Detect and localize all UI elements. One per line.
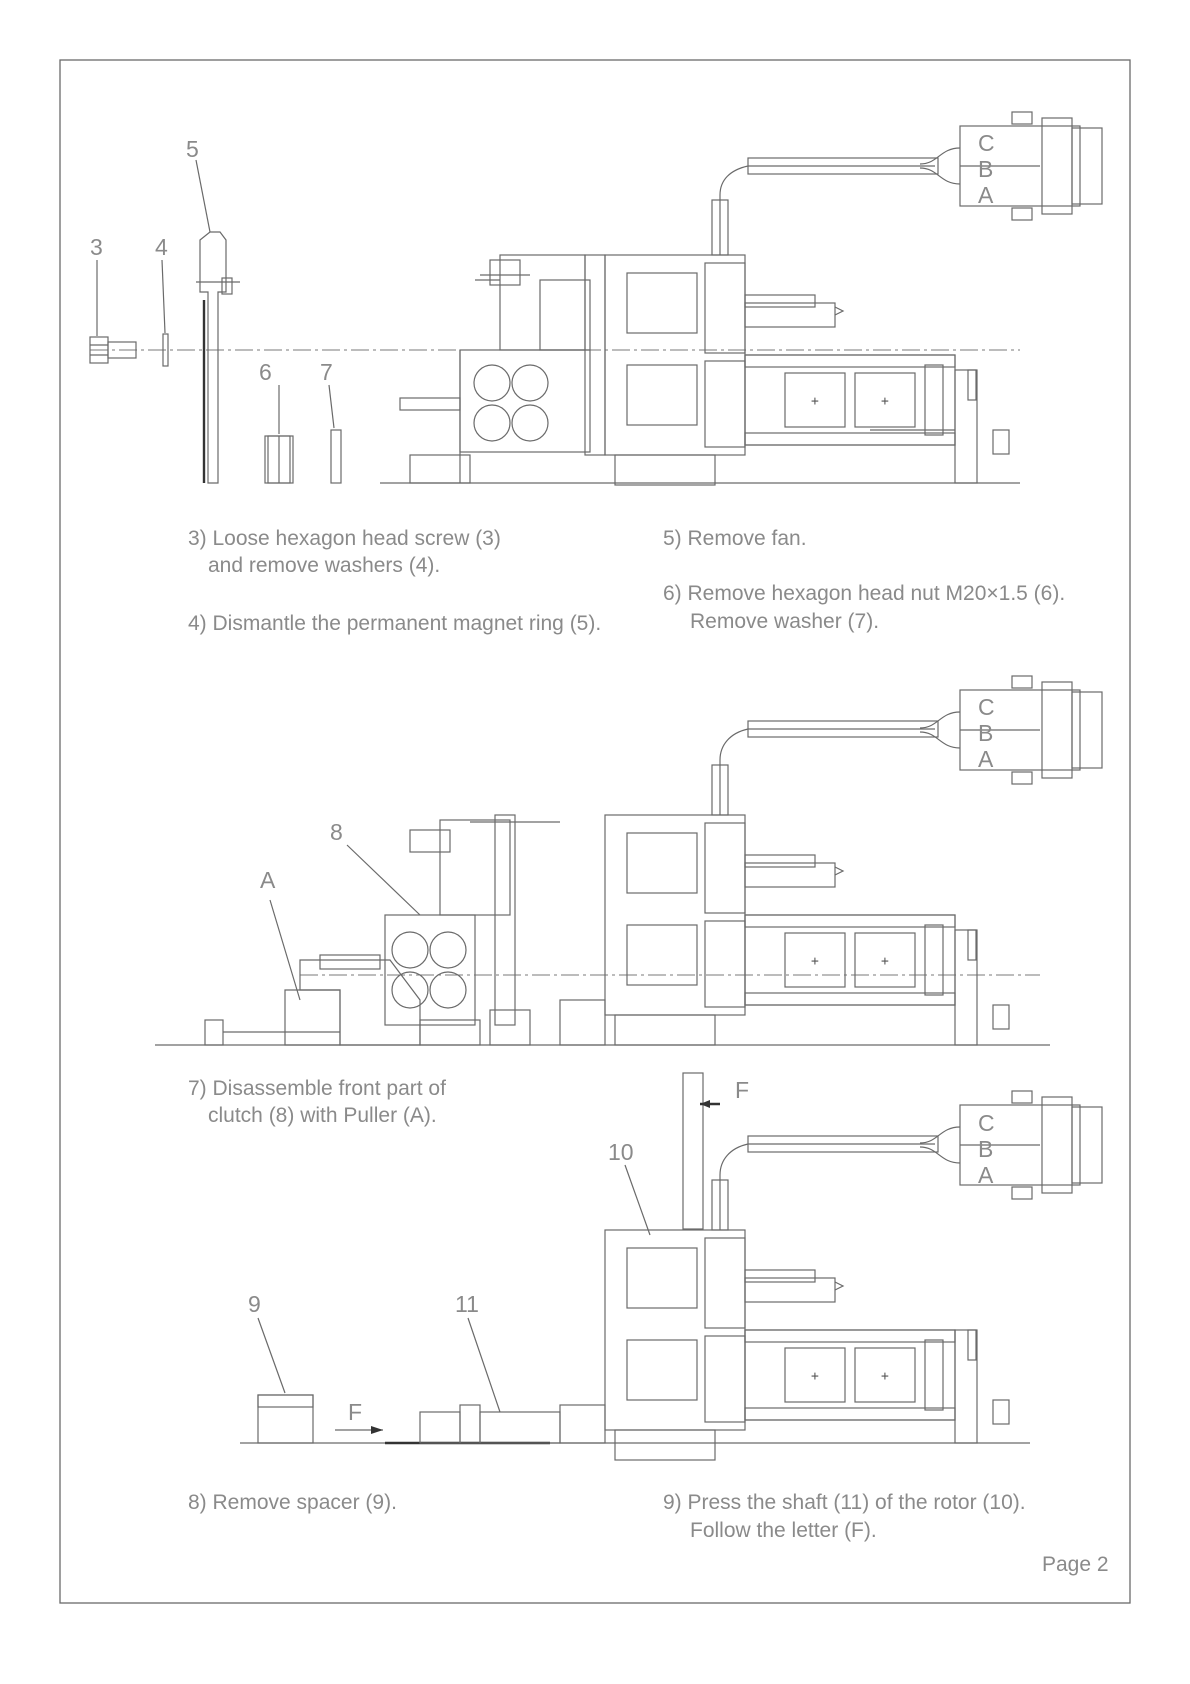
label-part-10: 10 bbox=[608, 1139, 634, 1165]
rotor-housing-bottom bbox=[605, 1230, 955, 1460]
label-part-8: 8 bbox=[330, 819, 343, 845]
clutch-front-part-8 bbox=[385, 815, 560, 1045]
connector-letter-a: A bbox=[978, 1162, 994, 1188]
step-9-line-1: 9) Press the shaft (11) of the rotor (10). bbox=[663, 1491, 1026, 1514]
label-part-9: 9 bbox=[248, 1291, 261, 1317]
label-part-4: 4 bbox=[155, 234, 168, 260]
stator-bracket-bottom bbox=[955, 1330, 1009, 1443]
connector-bottom bbox=[920, 1091, 1102, 1199]
force-label-f-top: F bbox=[735, 1077, 750, 1103]
label-part-3: 3 bbox=[90, 234, 103, 260]
step-8-line-1: 8) Remove spacer (9). bbox=[188, 1491, 397, 1514]
instructions-bottom bbox=[188, 1491, 1026, 1542]
rotor-housing-middle bbox=[605, 815, 955, 1045]
label-puller-a: A bbox=[260, 867, 276, 893]
connector-middle bbox=[920, 676, 1102, 784]
step-4-line-1: 4) Dismantle the permanent magnet ring (5). bbox=[188, 612, 602, 635]
spacer-part-9 bbox=[258, 1395, 313, 1443]
connector-letter-b: B bbox=[978, 720, 994, 746]
stator-bracket-middle bbox=[955, 930, 1009, 1045]
clutch-front-assembly-top bbox=[400, 255, 605, 483]
step-7-line-1: 7) Disassemble front part of bbox=[188, 1077, 446, 1100]
step-3-line-2: and remove washers (4). bbox=[208, 554, 441, 577]
connector-letter-c: C bbox=[978, 130, 995, 156]
connector-letter-a: A bbox=[978, 746, 994, 772]
label-part-6: 6 bbox=[259, 359, 272, 385]
step-6-line-1: 6) Remove hexagon head nut M20×1.5 (6). bbox=[663, 582, 1066, 605]
page-number: Page 2 bbox=[1042, 1553, 1109, 1576]
connector-letter-a: A bbox=[978, 182, 994, 208]
connector-letter-c: C bbox=[978, 1110, 995, 1136]
connector-letter-c: C bbox=[978, 694, 995, 720]
label-part-7: 7 bbox=[320, 359, 333, 385]
washer-part-7 bbox=[331, 430, 341, 483]
assembly-instruction-sheet: + + C B A 5 3 4 6 7 3) Loose hexagon head screw (3) and remove washers (4). 4) Dismantle the permanent magnet ring (5). 5) Remove fan. 6) Remove hexagon head nut M20×1.5 (6). Remove washer (7). C B A 8 A 7) Disassemble front part of clutch (8) with Puller (A). C B A 10 9 11 F F 8) Remove spacer (9). 9) Press the shaft (11) of the rotor (10). Follow the letter (F). Page 2 bbox=[0, 0, 1190, 1684]
step-5-line-1: 5) Remove fan. bbox=[663, 527, 807, 550]
label-part-11: 11 bbox=[455, 1291, 479, 1317]
rotor-housing-top bbox=[605, 255, 955, 485]
figure-middle-drawing bbox=[155, 676, 1102, 1045]
step-6-line-2: Remove washer (7). bbox=[690, 610, 880, 633]
permanent-magnet-ring-part-5 bbox=[196, 232, 240, 483]
connector-letter-b: B bbox=[978, 1136, 994, 1162]
instructions-top bbox=[188, 527, 1065, 635]
force-label-f-left: F bbox=[348, 1399, 363, 1425]
step-3-line-1: 3) Loose hexagon head screw (3) bbox=[188, 527, 501, 550]
rotor-shaft-part-11 bbox=[335, 1405, 605, 1443]
figure-bottom-drawing bbox=[240, 1073, 1102, 1460]
figure-top-drawing bbox=[90, 112, 1102, 485]
step-9-line-2: Follow the letter (F). bbox=[690, 1519, 877, 1542]
connector-letter-b: B bbox=[978, 156, 994, 182]
step-7-line-2: clutch (8) with Puller (A). bbox=[208, 1104, 437, 1127]
connector-top bbox=[920, 112, 1102, 220]
puller-a bbox=[205, 955, 420, 1045]
hexagon-nut-part-6 bbox=[265, 436, 293, 483]
label-part-5: 5 bbox=[186, 136, 199, 162]
instructions-middle bbox=[188, 1077, 446, 1127]
